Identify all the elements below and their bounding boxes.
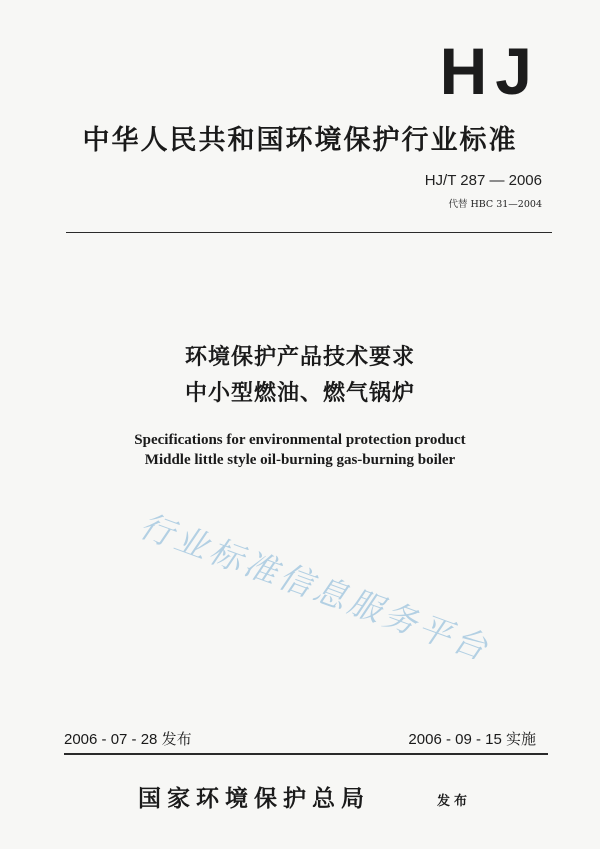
english-title-line1: Specifications for environmental protection product	[134, 432, 466, 448]
bottom-divider	[64, 753, 548, 755]
chinese-title-line2: 中小型燃油、燃气锅炉	[184, 381, 415, 406]
english-title-line2: Middle little style oil-burning gas-burning boiler	[144, 452, 456, 468]
implementation-date: 2006 - 09 - 15 实施	[408, 731, 536, 748]
watermark: 行业标准信息服务平台	[134, 505, 496, 669]
standard-category-title: 中华人民共和国环境保护行业标准	[82, 125, 518, 156]
issue-date: 2006 - 07 - 28 发布	[64, 731, 192, 748]
chinese-title-line1: 环境保护产品技术要求	[184, 345, 415, 370]
standard-number: HJ/T 287 — 2006	[424, 172, 542, 189]
replaces-note: 代替 HBC 31—2004	[448, 199, 542, 210]
publish-label: 发布	[437, 794, 472, 809]
issuing-authority: 国家环境保护总局	[138, 786, 370, 812]
hj-logo: HJ	[439, 34, 540, 108]
top-divider	[66, 232, 552, 233]
